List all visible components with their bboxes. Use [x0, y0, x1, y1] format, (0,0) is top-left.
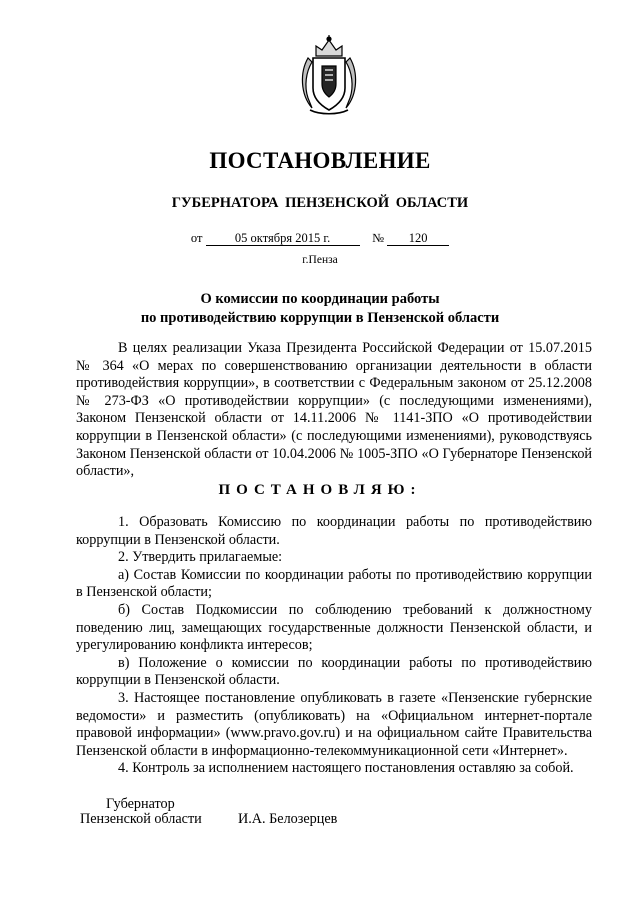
resolution-item-2b: б) Состав Подкомиссии по соблюдению требований к должностному поведению лиц, замещающих государственные должности Пензенской области, и урегулированию конфликта интересов; [76, 601, 592, 654]
subject-line-2: по противодействию коррупции в Пензенской области [140, 310, 500, 326]
issuer-heading: ГУБЕРНАТОРА ПЕНЗЕНСКОЙ ОБЛАСТИ [171, 195, 469, 211]
date-prefix: от [190, 231, 203, 245]
resolution-item-3: 3. Настоящее постановление опубликовать в газете «Пензенские губернские ведомости» и разместить (опубликовать) на «Официальном интернет-портале правовой информации» (www.pravo.gov.ru) и на официальном сайте Правительства Пензенской области в информационно-телекоммуникационной сети «Интернет». [76, 689, 592, 759]
resolution-item-4: 4. Контроль за исполнением настоящего постановления оставляю за собой. [118, 760, 574, 777]
preamble-block [76, 340, 592, 481]
signatory-title: Губернатор [106, 796, 175, 812]
number-prefix: № [372, 231, 384, 245]
resolve-heading: ПОСТАНОВЛЯЮ: [218, 482, 422, 498]
resolution-item-2a: а) Состав Комиссии по координации работы по противодействию коррупции в Пензенской области; [76, 566, 592, 601]
document-type-heading: ПОСТАНОВЛЕНИЕ [209, 148, 431, 173]
subject-line-1: О комиссии по координации работы [200, 291, 440, 307]
signatory-name: И.А. Белозерцев [238, 811, 338, 827]
date-number-line [0, 231, 640, 246]
city-label: г.Пенза [302, 254, 338, 266]
coat-of-arms-icon [298, 34, 360, 116]
document-date: 05 октября 2015 г. [206, 231, 360, 246]
document-number: 120 [387, 231, 449, 246]
resolution-item-1: 1. Образовать Комиссию по координации работы по противодействию коррупции в Пензенской области. [76, 514, 592, 548]
resolution-items [76, 514, 592, 778]
resolution-item-2: 2. Утвердить прилагаемые: [118, 549, 283, 566]
document-subject [0, 290, 640, 328]
resolution-item-2c: в) Положение о комиссии по координации работы по противодействию коррупции в Пензенской области. [76, 654, 592, 689]
signatory-region: Пензенской области [80, 811, 202, 827]
preamble-paragraph: В целях реализации Указа Президента Российской Федерации от 15.07.2015 № 364 «О мерах по совершенствованию организации деятельности в области противодействия коррупции», в соответствии с Федеральным законом от 25.12.2008 № 273-ФЗ «О противодействии коррупции» (с последующими изменениями), Законом Пензенской области от 14.11.2006 № 1141-ЗПО «О противодействии коррупции в Пензенской области» (с последующими изменениями), руководствуясь Законом Пензенской области от 10.04.2006 № 1005-ЗПО «О Губернаторе Пензенской области», [76, 340, 592, 480]
